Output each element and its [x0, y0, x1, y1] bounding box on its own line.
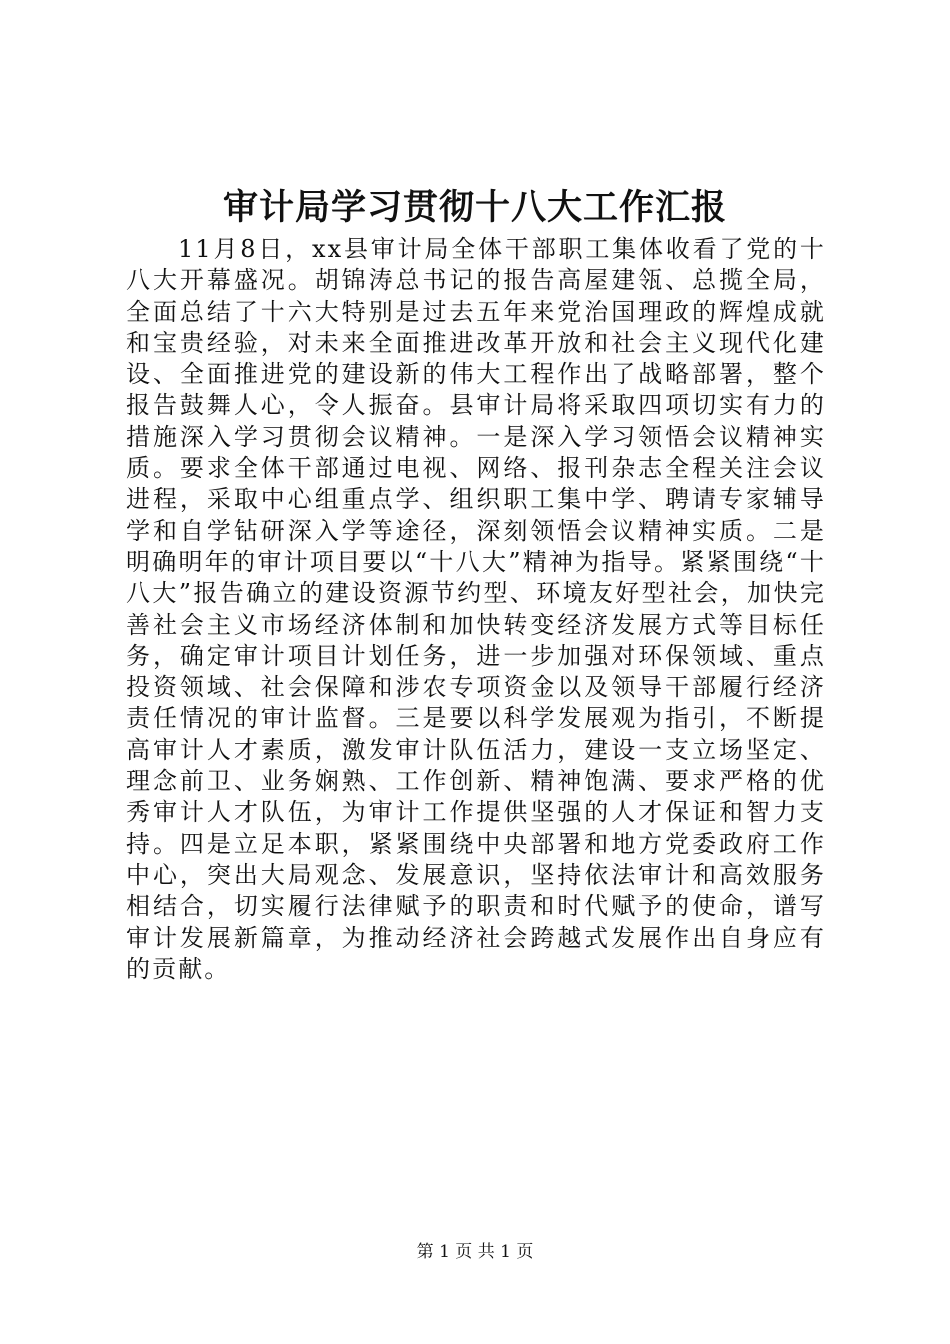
document-body-paragraph: 11月8日，xx县审计局全体干部职工集体收看了党的十八大开幕盛况。胡锦涛总书记的报告高屋建瓴、总揽全局，全面总结了十六大特别是过去五年来党治国理政的辉煌成就和宝贵经验，对未来全面推进改革开放和社会主义现代化建设、全面推进党的建设新的伟大工程作出了战略部署，整个报告鼓舞人心，令人振奋。县审计局将采取四项切实有力的措施深入学习贯彻会议精神。一是深入学习领悟会议精神实质。要求全体干部通过电视、网络、报刊杂志全程关注会议进程，采取中心组重点学、组织职工集中学、聘请专家辅导学和自学钻研深入学等途径，深刻领悟会议精神实质。二是明确明年的审计项目要以“十八大”精神为指导。紧紧围绕“十八大”报告确立的建设资源节约型、环境友好型社会，加快完善社会主义市场经济体制和加快转变经济发展方式等目标任务，确定审计项目计划任务，进一步加强对环保领域、重点投资领域、社会保障和涉农专项资金以及领导干部履行经济责任情况的审计监督。三是要以科学发展观为指引，不断提高审计人才素质，激发审计队伍活力，建设一支立场坚定、理念前卫、业务娴熟、工作创新、精神饱满、要求严格的优秀审计人才队伍，为审计工作提供坚强的人才保证和智力支持。四是立足本职，紧紧围绕中央部署和地方党委政府工作中心，突出大局观念、发展意识，坚持依法审计和高效服务相结合，切实履行法律赋予的职责和时代赋予的使命，谱写审计发展新篇章，为推动经济社会跨越式发展作出自身应有的贡献。	[126, 235, 826, 983]
page-number-footer: 第 1 页 共 1 页	[416, 1242, 534, 1262]
document-title: 审计局学习贯彻十八大工作汇报	[222, 187, 727, 228]
